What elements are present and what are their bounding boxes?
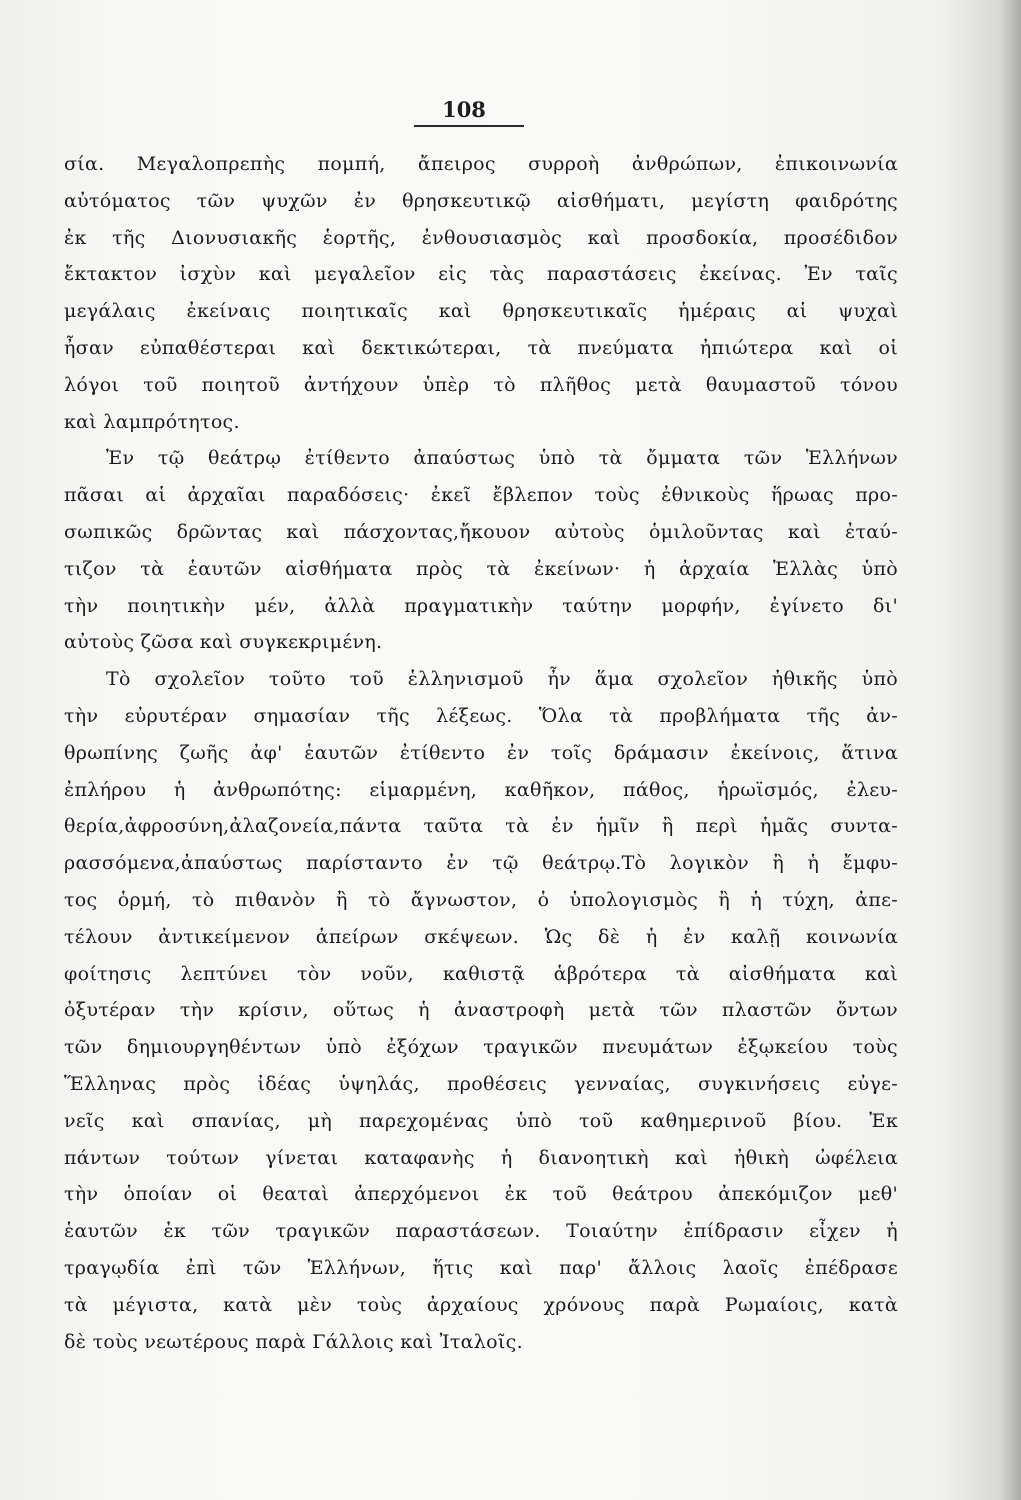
text-line: δὲ τοὺς νεωτέρους παρὰ Γάλλοις καὶ Ἰταλοῖς. — [64, 1330, 523, 1353]
text-line: τῶν δημιουργηθέντων ὑπὸ ἐξόχων τραγικῶν πνευμάτων ἐξῳκείου τοὺς — [64, 1036, 898, 1059]
text-line: ἦσαν εὐπαθέστεραι καὶ δεκτικώτεραι, τὰ πνεύματα ἠπιώτερα καὶ οἱ — [64, 336, 898, 359]
text-line: σωπικῶς δρῶντας καὶ πάσχοντας,ἤκουον αὐτοὺς ὁμιλοῦντας καὶ ἐταύ- — [64, 520, 898, 543]
text-line: ρασσόμενα,ἀπαύστως παρίσταντο ἐν τῷ θεάτρῳ.Τὸ λογικὸν ἢ ἡ ἔμφυ- — [64, 852, 898, 875]
page-number: 108 — [442, 97, 486, 122]
text-line: ἑαυτῶν ἐκ τῶν τραγικῶν παραστάσεων. Τοιαύτην ἐπίδρασιν εἶχεν ἡ — [64, 1220, 898, 1243]
text-line: ἐπλήρου ἡ ἀνθρωπότης: εἱμαρμένη, καθῆκον, πάθος, ἡρωϊσμός, ἐλευ- — [64, 778, 898, 801]
header-rule — [414, 125, 524, 127]
text-line: μεγάλαις ἐκείναις ποιητικαῖς καὶ θρησκευτικαῖς ἡμέραις αἱ ψυχαὶ — [64, 300, 898, 323]
text-line: θρωπίνης ζωῆς ἀφ' ἑαυτῶν ἐτίθεντο ἐν τοῖς δράμασιν ἐκείνοις, ἅτινα — [64, 741, 898, 764]
text-line: τὴν ὁποίαν οἱ θεαταὶ ἀπερχόμενοι ἐκ τοῦ θεάτρου ἀπεκόμιζον μεθ' — [64, 1183, 898, 1206]
text-line: τὰ μέγιστα, κατὰ μὲν τοὺς ἀρχαίους χρόνους παρὰ Ρωμαίοις, κατὰ — [64, 1293, 898, 1316]
text-line: τέλουν ἀντικείμενον ἀπείρων σκέψεων. Ὡς δὲ ἡ ἐν καλῇ κοινωνία — [64, 925, 898, 948]
text-line: τος ὁρμή, τὸ πιθανὸν ἢ τὸ ἄγνωστον, ὁ ὑπολογισμὸς ἢ ἡ τύχη, ἀπε- — [64, 888, 898, 911]
text-line: ὀξυτέραν τὴν κρίσιν, οὕτως ἡ ἀναστροφὴ μετὰ τῶν πλαστῶν ὄντων — [64, 999, 898, 1022]
text-line: Ἕλληνας πρὸς ἰδέας ὑψηλάς, προθέσεις γενναίας, συγκινήσεις εὐγε- — [64, 1072, 898, 1095]
page-edge — [999, 0, 1021, 1500]
text-line: θερία,ἀφροσύνη,ἀλαζονεία,πάντα ταῦτα τὰ ἐν ἡμῖν ἢ περὶ ἡμᾶς συντα- — [64, 815, 898, 838]
text-line: νεῖς καὶ σπανίας, μὴ παρεχομένας ὑπὸ τοῦ καθημερινοῦ βίου. Ἐκ — [64, 1109, 898, 1132]
text-line: φοίτησις λεπτύνει τὸν νοῦν, καθιστᾷ ἁβρότερα τὰ αἰσθήματα καὶ — [64, 962, 898, 985]
text-line: αὐτοὺς ζῶσα καὶ συγκεκριμένη. — [64, 631, 383, 654]
text-line: καὶ λαμπρότητος. — [64, 410, 240, 433]
text-line: τραγῳδία ἐπὶ τῶν Ἑλλήνων, ἥτις καὶ παρ' ἄλλοις λαοῖς ἐπέδρασε — [64, 1256, 898, 1279]
text-line: πάντων τούτων γίνεται καταφανὴς ἡ διανοητικὴ καὶ ἠθικὴ ὠφέλεια — [64, 1146, 898, 1169]
text-line: τὴν ποιητικὴν μέν, ἀλλὰ πραγματικὴν ταύτην μορφήν, ἐγίνετο δι' — [64, 594, 898, 617]
text-line: τὴν εὐρυτέραν σημασίαν τῆς λέξεως. Ὅλα τὰ προβλήματα τῆς ἀν- — [64, 704, 898, 727]
text-line: λόγοι τοῦ ποιητοῦ ἀντήχουν ὑπὲρ τὸ πλῆθος μετὰ θαυμαστοῦ τόνου — [64, 373, 898, 396]
text-line: Τὸ σχολεῖον τοῦτο τοῦ ἑλληνισμοῦ ἦν ἅμα σχολεῖον ἠθικῆς ὑπὸ — [106, 668, 898, 691]
body-text — [64, 146, 898, 1360]
text-line: ἐκ τῆς Διονυσιακῆς ἑορτῆς, ἐνθουσιασμὸς καὶ προσδοκία, προσέδιδον — [64, 226, 898, 249]
text-line: πᾶσαι αἱ ἀρχαῖαι παραδόσεις· ἐκεῖ ἔβλεπον τοὺς ἐθνικοὺς ἥρωας προ- — [64, 484, 898, 507]
text-line: τιζον τὰ ἑαυτῶν αἰσθήματα πρὸς τὰ ἐκείνων· ἡ ἀρχαία Ἑλλὰς ὑπὸ — [64, 557, 898, 580]
text-line: Ἐν τῷ θεάτρῳ ἐτίθεντο ἀπαύστως ὑπὸ τὰ ὄμματα τῶν Ἑλλήνων — [106, 447, 898, 470]
text-line: σία. Μεγαλοπρεπὴς πομπή, ἄπειρος συρροὴ ἀνθρώπων, ἐπικοινωνία — [64, 153, 898, 175]
text-line: ἔκτακτον ἰσχὺν καὶ μεγαλεῖον εἰς τὰς παραστάσεις ἐκείνας. Ἐν ταῖς — [64, 263, 898, 286]
text-line: αὐτόματος τῶν ψυχῶν ἐν θρησκευτικῷ αἰσθήματι, μεγίστη φαιδρότης — [64, 189, 898, 212]
